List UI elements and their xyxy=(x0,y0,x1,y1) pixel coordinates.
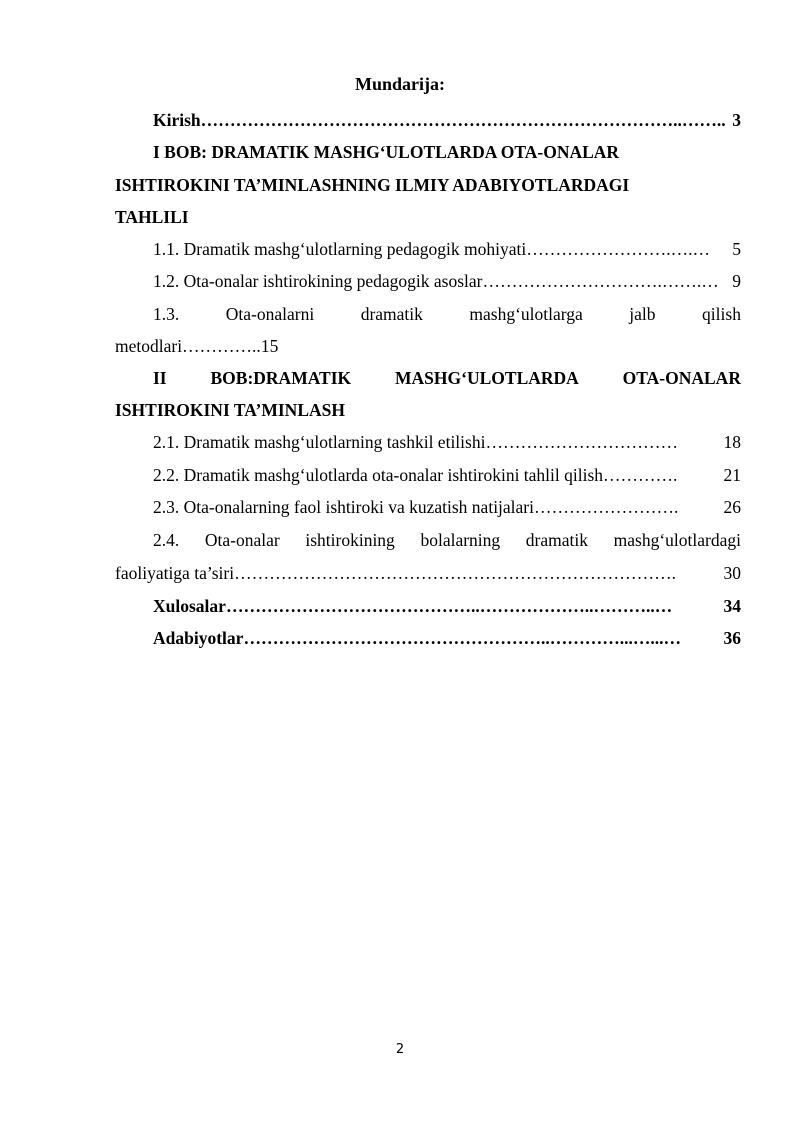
toc-page-number: 5 xyxy=(732,239,741,259)
toc-entry-2-1 xyxy=(153,430,741,454)
toc-entry-2-3 xyxy=(153,495,741,519)
toc-word: 2.4. xyxy=(153,530,180,550)
toc-word: dramatik xyxy=(525,530,588,550)
chapter-2-heading-line2: ISHTIROKINI TA’MINLASH xyxy=(115,400,345,420)
toc-word: 1.3. xyxy=(153,304,180,324)
toc-page-number: 34 xyxy=(723,596,741,616)
toc-entry-title: 2.3. Ota-onalarning faol ishtiroki va kuzatish natijalari xyxy=(153,497,535,517)
toc-entry-title: Kirish xyxy=(153,110,201,130)
toc-page-number: 15 xyxy=(260,336,279,356)
toc-leader-dots: ………………………….…….… xyxy=(482,271,719,291)
toc-entry-kirish xyxy=(153,108,741,132)
chapter-2-heading-line1 xyxy=(153,366,741,390)
toc-entry-1-3-line1 xyxy=(153,302,741,326)
chapter-1-heading-line3: TAHLILI xyxy=(115,207,189,227)
toc-word: OTA-ONALAR xyxy=(622,368,741,388)
toc-entry-1-3-line2 xyxy=(115,334,741,358)
toc-word: qilish xyxy=(702,304,741,324)
toc-entry-title: metodlari………….. xyxy=(115,336,261,356)
toc-page-number: 3 xyxy=(732,110,741,130)
toc-entry-xulosalar xyxy=(153,594,741,618)
toc-word: II xyxy=(153,368,167,388)
toc-word: MASHG‘ULOTLARDA xyxy=(395,368,579,388)
toc-leader-dots: ………………………………………………………………………..…….. xyxy=(200,110,726,130)
toc-entry-title: 1.2. Ota-onalar ishtirokining pedagogik asoslar xyxy=(153,271,483,291)
toc-leader-dots: …………. xyxy=(603,465,678,485)
toc-entry-2-4-line1 xyxy=(153,528,741,552)
toc-entry-2-2 xyxy=(153,463,741,487)
toc-page-number: 21 xyxy=(723,465,741,485)
toc-word: bolalarning xyxy=(420,530,501,550)
toc-entry-title: 1.1. Dramatik mashg‘ulotlarning pedagogik mohiyati xyxy=(153,239,527,259)
toc-leader-dots: ……………………. xyxy=(534,497,679,517)
toc-word: mashg‘ulotlarga xyxy=(469,304,583,324)
toc-word: Ota-onalarni xyxy=(225,304,315,324)
toc-entry-title: Xulosalar xyxy=(153,596,226,616)
toc-page-number: 26 xyxy=(723,497,741,517)
toc-entry-title: 2.2. Dramatik mashg‘ulotlarda ota-onalar ishtirokini tahlil qilish xyxy=(153,465,604,485)
toc-entry-adabiyotlar xyxy=(153,626,741,650)
toc-leader-dots: …………………………………………………………………. xyxy=(234,563,676,583)
toc-page-number: 30 xyxy=(723,563,741,583)
page-number: 2 xyxy=(395,1042,405,1057)
toc-leader-dots: …………………….….… xyxy=(526,239,711,259)
chapter-1-heading-line2: ISHTIROKINI TA’MINLASHNING ILMIY ADABIYOTLARDAGI xyxy=(115,175,630,195)
toc-word: Ota-onalar xyxy=(204,530,280,550)
toc-entry-title: Adabiyotlar xyxy=(153,628,244,648)
toc-word: BOB:DRAMATIK xyxy=(210,368,352,388)
toc-leader-dots: …………………………… xyxy=(485,432,678,452)
toc-entry-1-1 xyxy=(153,237,741,261)
chapter-1-heading-line1: I BOB: DRAMATIK MASHG‘ULOTLARDA OTA-ONALAR xyxy=(153,142,620,162)
toc-word: dramatik xyxy=(360,304,423,324)
toc-word: jalb xyxy=(629,304,656,324)
toc-page-number: 36 xyxy=(723,628,741,648)
toc-leader-dots: ……………………………………..………………..………..… xyxy=(225,596,673,616)
toc-entry-title: 2.1. Dramatik mashg‘ulotlarning tashkil etilishi xyxy=(153,432,486,452)
toc-page-number: 9 xyxy=(732,271,741,291)
toc-entry-2-4-line2 xyxy=(115,561,741,585)
toc-word: mashg‘ulotlardagi xyxy=(613,530,741,550)
toc-word: ishtirokining xyxy=(305,530,395,550)
page-title: Mundarija: xyxy=(355,74,445,94)
toc-leader-dots: ……………………………………………..…………...…...… xyxy=(243,628,681,648)
toc-entry-1-2 xyxy=(153,269,741,293)
toc-page-number: 18 xyxy=(723,432,741,452)
toc-entry-title: faoliyatiga ta’siri xyxy=(115,563,235,583)
